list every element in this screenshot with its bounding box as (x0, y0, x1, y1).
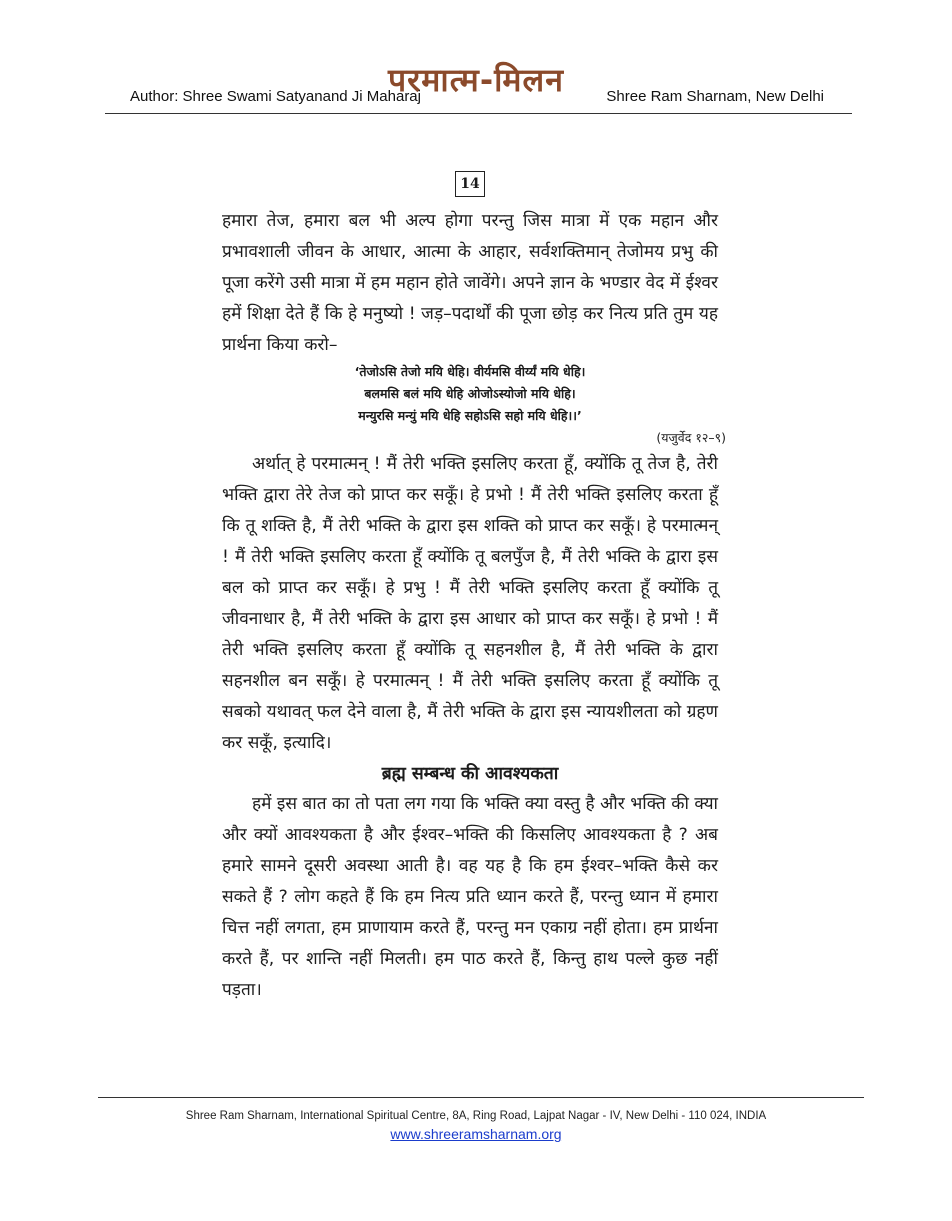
header-divider (105, 113, 852, 114)
footer-divider (98, 1097, 864, 1098)
page-header-title: परमात्म-मिलन (388, 61, 564, 99)
publisher-line: Shree Ram Sharnam, New Delhi (606, 88, 824, 105)
paragraph-3: हमें इस बात का तो पता लग गया कि भक्ति क्या वस्तु है और भक्ति की क्या और क्यों आवश्यकता है और ईश्वर–भक्ति की किसलिए आवश्यकता है ? अब हमारे सामने दूसरी अवस्था आती है। वह यह है कि हम ईश्वर–भक्ति कैसे कर सकते हैं ? लोग कहते हैं कि हम नित्य प्रति ध्यान करते हैं, परन्तु ध्यान में हमारा चित्त नहीं लगता, हम प्राणायाम करते हैं, परन्तु मन एकाग्र नहीं होता। हम प्रार्थना करते हैं, पर शान्ति नहीं मिलती। हम पाठ करते हैं, किन्तु हाथ पल्ले कुछ नहीं पड़ता। (222, 794, 718, 1000)
page-number: 14 (455, 171, 485, 197)
paragraph-2: अर्थात् हे परमात्मन् ! मैं तेरी भक्ति इसलिए करता हूँ, क्योंकि तू तेज है, तेरी भक्ति द्वारा तेरे तेज को प्राप्त कर सकूँ। हे प्रभो ! मैं तेरी भक्ति इसलिए करता हूँ कि तू शक्ति है, मैं तेरी भक्ति के द्वारा इस शक्ति को प्राप्त कर सकूँ। हे परमात्मन् ! मैं तेरी भक्ति इसलिए करता हूँ क्योंकि तू बलपुँज है, मैं तेरी भक्ति के द्वारा इस बल को प्राप्त कर सकूँ। हे प्रभु ! मैं तेरी भक्ति इसलिए करता हूँ क्योंकि तू जीवनाधार है, मैं तेरी भक्ति के द्वारा इस आधार को प्राप्त कर सकूँ। हे प्रभो ! मैं तेरी भक्ति इसलिए करता हूँ क्योंकि तू सहनशील है, मैं तेरी भक्ति के द्वारा सहनशील बन सकूँ। हे परमात्मन् ! मैं तेरी भक्ति इसलिए करता हूँ क्योंकि तू सबको यथावत् फल देने वाला है, मैं तेरी भक्ति के द्वारा इस न्यायशीलता को ग्रहण कर सकूँ, इत्यादि। (222, 454, 718, 753)
footer-address: Shree Ram Sharnam, International Spiritual Centre, 8A, Ring Road, Lajpat Nagar - IV, New Delhi - 110 024, INDIA (185, 1110, 767, 1122)
website-link[interactable]: www.shreeramsharnam.org (390, 1126, 562, 1142)
verse-line-1: ‘तेजोऽसि तेजो मयि धेहि। वीर्यमसि वीर्य्यं मयि धेहि। (354, 364, 586, 379)
verse-source: (यजुर्वेद १२–९) (656, 430, 726, 445)
verse-line-2: बलमसि बलं मयि धेहि ओजोऽस्योजो मयि धेहि। (364, 386, 576, 401)
paragraph-1: हमारा तेज, हमारा बल भी अल्प होगा परन्तु जिस मात्रा में एक महान और प्रभावशाली जीवन के आधार, आत्मा के आहार, सर्वशक्तिमान् तेजोमय प्रभु की पूजा करेंगे उसी मात्रा में हम महान होते जावेंगे। अपने ज्ञान के भण्डार वेद में ईश्वर हमें शिक्षा देते हैं कि हे मनुष्यो ! जड़–पदार्थों की पूजा छोड़ कर नित्य प्रति तुम यह प्रार्थना किया करो– (222, 211, 718, 355)
page-body (222, 206, 726, 1006)
section-heading: ब्रह्म सम्बन्ध की आवश्यकता (381, 764, 559, 784)
author-line: Author: Shree Swami Satyanand Ji Maharaj (130, 88, 421, 105)
verse-line-3: मन्युरसि मन्युं मयि धेहि सहोऽसि सहो मयि धेहि।।’ (358, 408, 582, 423)
